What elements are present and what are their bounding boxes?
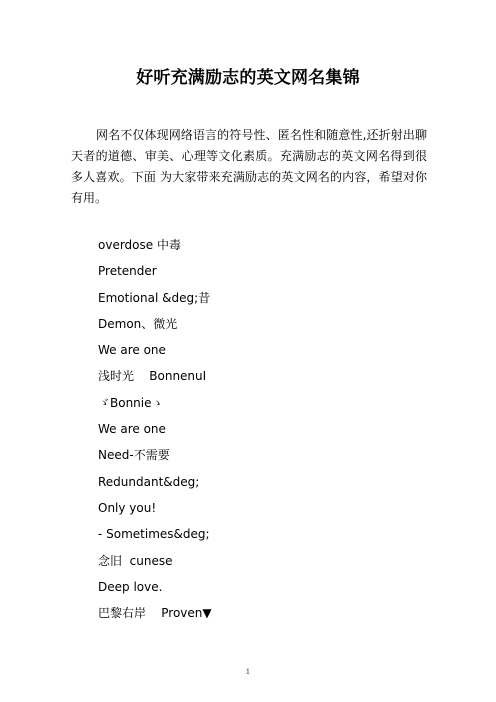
list-item: We are one	[98, 422, 166, 437]
list-item: 念旧 cunese	[98, 553, 173, 568]
page-number: 1	[245, 668, 251, 676]
list-item: 浅时光 BonnenuI	[98, 369, 207, 384]
list-item: Pretender	[98, 264, 157, 279]
list-item: We are one	[98, 343, 166, 358]
list-item: Emotional &deg;昔	[98, 290, 211, 305]
document-title: 好听充满励志的英文网名集锦	[136, 68, 360, 88]
list-item: Redundant&deg;	[98, 474, 200, 489]
list-item: Only you!	[98, 500, 157, 515]
list-item: Demon、微光	[98, 316, 178, 331]
intro-paragraph: 网名不仅体现网络语言的符号性、匿名性和随意性,还折射出聊天者的道德、审美、心理等文化素质。充满励志的英文网名得到很多人喜欢。下面 为大家带来充满励志的英文网名的内容，希望对你有用。	[71, 128, 427, 205]
list-item: overdose 中毒	[98, 238, 181, 252]
list-item: ゞBonnieゝ	[98, 395, 164, 410]
list-item: - Sometimes&deg;	[98, 527, 210, 542]
name-list	[98, 232, 212, 626]
list-item: 巴黎右岸 Proven▼	[98, 606, 212, 621]
list-item: Deep love.	[98, 579, 163, 594]
list-item: Need-不需要	[98, 448, 170, 463]
